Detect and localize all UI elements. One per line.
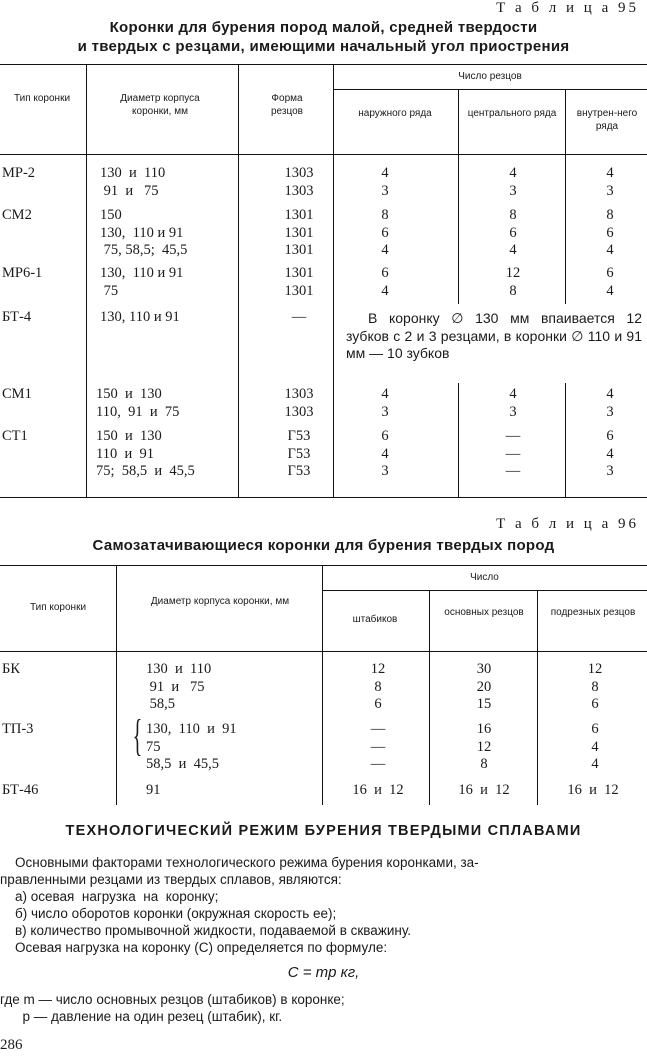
- rule: [565, 89, 566, 304]
- t95-header-inner: внутрен-него ряда: [576, 108, 638, 132]
- t96-main: 16 и 12: [458, 782, 510, 798]
- t95-outer: 4 3: [381, 165, 389, 199]
- rule: [333, 89, 647, 90]
- t95-type: МР6-1: [2, 265, 43, 281]
- t95-header-diameter: Диаметр корпуса коронки, мм: [120, 93, 200, 117]
- t95-central: 4 3: [509, 165, 517, 199]
- formula-legend-line: p — давление на один резец (штабик), кг.: [0, 1009, 283, 1024]
- t96-diameter: 91: [146, 782, 161, 798]
- t95-header-count: Число резцов: [458, 71, 522, 82]
- t96-type: ТП-3: [2, 721, 34, 737]
- t96-type: БК: [2, 661, 20, 677]
- t95-outer: 6 4 3: [381, 428, 389, 479]
- t95-bt4-note: В коронку ∅ 130 мм впаивается 12 зубков с 2 и 3 резцами, в коронки ∅ 110 и 91 мм — 10 зубков: [346, 310, 642, 361]
- t95-header-outer: наружного ряда: [358, 108, 432, 119]
- t96-header-sub: подрезных резцов: [550, 607, 636, 618]
- t96-header-type: Тип коронки: [29, 602, 87, 613]
- rule: [0, 64, 647, 65]
- rule: [86, 64, 87, 497]
- table-95-number: Т а б л и ц а 95: [496, 0, 639, 16]
- rule: [565, 383, 566, 497]
- t95-central: 8 6 4: [509, 207, 517, 258]
- rule: [0, 154, 647, 155]
- t95-diameter: 150 и 130 110, 91 и 75: [96, 386, 180, 420]
- paragraph-line: правленными резцами из твердых сплавов, являются:: [0, 872, 342, 887]
- t95-header-form: Форма резцов: [271, 93, 303, 117]
- t96-diameter: 130, 110 и 91 75 58,5 и 45,5: [146, 721, 237, 772]
- t95-inner: 6 4 3: [606, 428, 614, 479]
- t95-central: — — —: [505, 428, 521, 479]
- rule: [322, 590, 647, 591]
- paragraph-line: Осевая нагрузка на коронку (C) определяется по формуле:: [0, 940, 388, 955]
- t95-type: СТ1: [2, 428, 28, 444]
- list-item: а) осевая нагрузка на коронку;: [0, 889, 219, 904]
- rule: [0, 651, 647, 652]
- rule: [322, 565, 323, 805]
- t95-form: 1303 1303: [284, 165, 314, 199]
- rule: [458, 89, 459, 304]
- t95-type: БТ-4: [2, 309, 32, 325]
- t95-inner: 6 4: [606, 265, 614, 299]
- t95-outer: 8 6 4: [381, 207, 389, 258]
- t95-outer: 6 4: [381, 265, 389, 299]
- t95-type: СМ1: [2, 386, 32, 402]
- table-95-title-line1: Коронки для бурения пород малой, средней твердости: [109, 19, 538, 36]
- t96-sub: 12 8 6: [587, 661, 603, 712]
- t95-inner: 8 6 4: [606, 207, 614, 258]
- rule: [238, 64, 239, 497]
- t95-type: СМ2: [2, 207, 32, 223]
- t95-form: Г53 Г53 Г53: [287, 428, 311, 479]
- formula: C = mp кг,: [287, 964, 360, 981]
- paragraph-line: Основными факторами технологического режима бурения коронками, за-: [0, 855, 479, 870]
- t95-header-type: Тип коронки: [13, 93, 71, 104]
- t96-main: 30 20 15: [476, 661, 492, 712]
- t95-outer: 4 3: [381, 386, 389, 420]
- table-96-number: Т а б л и ц а 96: [496, 516, 639, 532]
- t96-header-count: Число: [470, 572, 499, 583]
- t95-type: МР-2: [2, 165, 36, 181]
- t95-diameter: 130, 110 и 91: [100, 309, 180, 325]
- list-item: б) число оборотов коронки (окружная скорость ее);: [0, 906, 337, 921]
- table-96-title: Самозатачивающиеся коронки для бурения твердых пород: [92, 537, 555, 554]
- t95-diameter: 130, 110 и 91 75: [100, 265, 184, 299]
- t95-inner: 4 3: [606, 386, 614, 420]
- t96-sub: 6 4 4: [591, 721, 599, 772]
- section-title: ТЕХНОЛОГИЧЕСКИЙ РЕЖИМ БУРЕНИЯ ТВЕРДЫМИ СПЛАВАМИ: [65, 823, 582, 839]
- rule: [0, 497, 647, 498]
- table-95-title-line2: и твердых с резцами, имеющими начальный угол приострения: [77, 38, 570, 55]
- t96-shtab: — — —: [370, 721, 386, 772]
- t96-header-diameter: Диаметр корпуса коронки, мм: [150, 596, 290, 607]
- t96-main: 16 12 8: [476, 721, 492, 772]
- formula-legend-line: где m — число основных резцов (штабиков) в коронке;: [0, 992, 345, 1007]
- brace-icon: {: [132, 711, 143, 760]
- list-item: в) количество промывочной жидкости, подаваемой в скважину.: [0, 923, 411, 938]
- t95-form: 1303 1303: [284, 386, 314, 420]
- rule: [429, 590, 430, 805]
- page-number: 286: [0, 1037, 23, 1053]
- t95-form: 1301 1301 1301: [284, 207, 314, 258]
- t95-form: 1301 1301: [284, 265, 314, 299]
- rule: [333, 64, 334, 497]
- rule: [537, 590, 538, 805]
- t96-header-main: основных резцов: [444, 607, 524, 618]
- t95-form: —: [291, 309, 307, 325]
- t95-diameter: 150 130, 110 и 91 75, 58,5; 45,5: [100, 207, 188, 258]
- t95-central: 12 8: [505, 265, 521, 299]
- t96-sub: 16 и 12: [567, 782, 619, 798]
- t96-header-shtab: штабиков: [352, 614, 398, 625]
- t96-shtab: 16 и 12: [352, 782, 404, 798]
- t95-diameter: 150 и 130 110 и 91 75; 58,5 и 45,5: [96, 428, 195, 479]
- rule: [116, 565, 117, 805]
- t96-diameter: 130 и 110 91 и 75 58,5: [146, 661, 212, 712]
- t96-shtab: 12 8 6: [370, 661, 386, 712]
- t95-inner: 4 3: [606, 165, 614, 199]
- t96-type: БТ-46: [2, 782, 39, 798]
- t95-diameter: 130 и 110 91 и 75: [100, 165, 166, 199]
- rule: [458, 383, 459, 497]
- rule: [0, 565, 647, 566]
- t95-central: 4 3: [509, 386, 517, 420]
- t95-header-central: центрального ряда: [467, 108, 557, 119]
